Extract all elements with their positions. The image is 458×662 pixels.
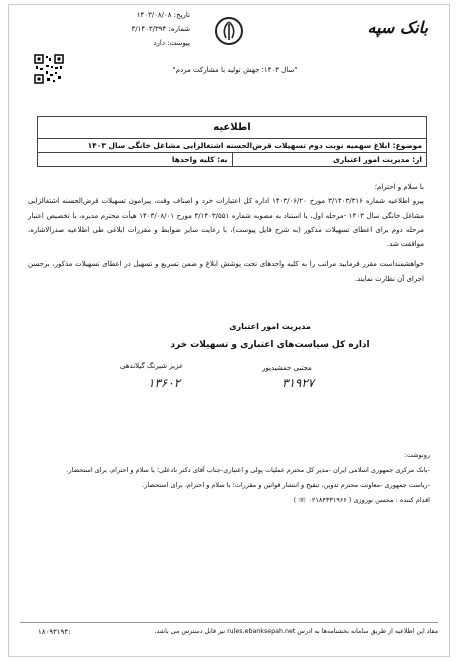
- cc-block: [40, 448, 430, 508]
- footer-number: ۱۸۰۹۳۱۹۴:: [38, 628, 71, 636]
- body-paragraph-2: خواهشمنداست مقرر فرمایید مراتب را به کلیه واحدهای تحت پوشش ابلاغ و ضمن تسریع و تسهیل در اعطای تسهیلات مذکور، برحسن اجرای آن نظارت نمایند.: [28, 260, 424, 283]
- date-line: تاریخ: ۱۴۰۳/۰۸/۰۸: [136, 11, 190, 19]
- notice-header-table: [37, 116, 427, 167]
- year-slogan: "سال ۱۴۰۳؛ جهش تولید با مشارکت مردم": [172, 66, 298, 74]
- signer-left-code: ۱۳۶۰۲: [148, 376, 181, 390]
- body-paragraph-1: پیرو اطلاعیه شماره ۳/۱۴۰۳/۳۱۶ مورخ ۱۴۰۳/۰۶/۲۰ اداره کل اعتبارات خرد و اصناف وقت، پیرامون تسهیلات قرض‌الحسنه اشتغالزایی مشاغل خانگی سال ۱۴۰۳ -مرحله اول، با استناد به مصوبه شماره ۴/۱۴۰۳/۵۵۱ مورخ ۱۴۰۳/۰۸/۰۱ هیأت محترم مدیره، با تخصیص اعتبار مرحله دوم برای اعطای تسهیلات مذکور (به شرح فایل پیوست)، با رعایت سایر ضوابط و مقررات ابلاغی طی اطلاعیه صدرالاشاره، موافقت شد.: [28, 197, 425, 249]
- number-line: شماره: ۳/۱۴۰۳/۳۹۴: [131, 25, 190, 33]
- signer-right-code: ۳۱۹۲۷: [282, 376, 315, 390]
- signature-office-1: مدیریت امور اعتباری: [229, 322, 311, 331]
- from-to-row: [38, 153, 426, 166]
- action-line: اقدام کننده : محسن نوروزی ( ۰۲۱۸۴۳۳۱۹۶۶ ☏ ): [293, 496, 430, 504]
- footer-divider: [20, 622, 438, 623]
- cc-line-2: -ریاست جمهوری -معاونت محترم تدوین، تنقیح و انتشار قوانین و مقررات؛ با سلام و احترام، برای استحضار.: [142, 481, 430, 489]
- greeting: با سلام و احترام؛: [374, 183, 424, 191]
- signer-left-name: عزیز شیرنگ گیلاندهی: [120, 362, 184, 370]
- notice-title: اطلاعیه: [38, 117, 426, 139]
- reference-block: [100, 8, 190, 50]
- notice-from: از: مدیریت امور اعتباری: [232, 153, 427, 166]
- attachment-line: پیوست: دارد: [153, 39, 190, 47]
- signer-right-name: مجتبی جمشیدپور: [262, 364, 312, 372]
- bank-emblem-icon: [214, 16, 244, 46]
- notice-subject: موضوع: ابلاغ سهمیه نوبت دوم تسهیلات قرض‌الحسنه اشتغالزایی مشاغل خانگی سال ۱۴۰۳: [38, 139, 426, 153]
- signature-office-2: اداره کل سیاست‌های اعتباری و تسهیلات خرد: [170, 340, 370, 350]
- notice-body: [28, 180, 424, 286]
- cc-line-1: -بانک مرکزی جمهوری اسلامی ایران -مدیر کل محترم عملیات پولی و اعتباری-جناب آقای دکتر نادعلی؛ با سلام و احترام، برای استحضار.: [66, 466, 430, 474]
- qr-code-icon: [34, 54, 64, 84]
- cc-heading: رونوشت:: [404, 451, 430, 459]
- bank-name: بانک سپه: [367, 18, 428, 37]
- notice-to: به: کلیه واحدها: [171, 155, 228, 164]
- footer-text: مفاد این اطلاعیه از طریق سامانه بخشنامه‌ها به آدرس rules.ebanksepah.net نیز قابل دسترس می باشد.: [154, 628, 438, 635]
